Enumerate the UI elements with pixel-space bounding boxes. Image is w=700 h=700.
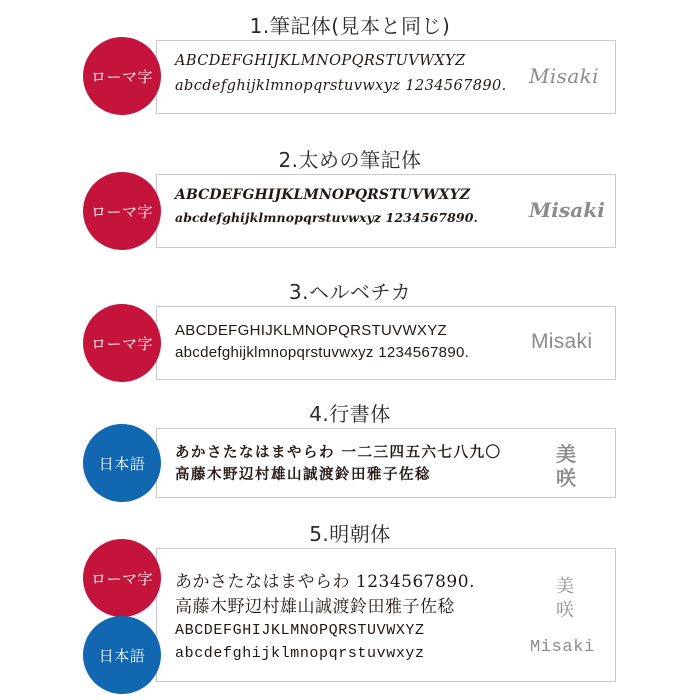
- uppercase-sample: ABCDEFGHIJKLMNOPQRSTUVWXYZ: [175, 322, 447, 339]
- section-title-gyosho: 4.行書体: [309, 402, 391, 426]
- section-title-cursive: 1.筆記体(見本と同じ): [249, 14, 451, 38]
- name-sample: Misaki: [531, 330, 593, 353]
- uppercase-sample: ABCDEFGHIJKLMNOPQRSTUVWXYZ: [175, 187, 471, 203]
- section-title-mincho: 5.明朝体: [309, 522, 391, 546]
- uppercase-sample: ABCDEFGHIJKLMNOPQRSTUVWXYZ: [175, 53, 466, 69]
- lowercase-sample: abcdefghijklmnopqrstuvwxyz: [175, 645, 425, 662]
- name-sample-kanji-top: 美: [556, 576, 575, 597]
- kana-numeral-sample: あかさたなはまやらわ 一二三四五六七八九〇: [175, 444, 502, 461]
- name-sample-roman: Misaki: [530, 638, 595, 657]
- romaji-badge: ローマ字: [83, 172, 161, 250]
- romaji-badge: ローマ字: [83, 304, 161, 382]
- name-sample-kanji-top: 美: [556, 442, 578, 466]
- lowercase-digits-sample: abcdefghijklmnopqrstuvwxyz 1234567890.: [175, 78, 507, 94]
- kana-digits-sample: あかさたなはまやらわ 1234567890.: [175, 572, 475, 592]
- name-sample-kanji-bottom: 咲: [556, 600, 575, 621]
- nihongo-badge: 日本語: [83, 616, 161, 694]
- kanji-sample: 高藤木野辺村雄山誠渡鈴田雅子佐稔: [175, 597, 455, 617]
- section-title-bold-cursive: 2.太めの筆記体: [278, 148, 422, 172]
- uppercase-sample: ABCDEFGHIJKLMNOPQRSTUVWXYZ: [175, 622, 425, 639]
- nihongo-badge: 日本語: [83, 424, 161, 502]
- lowercase-digits-sample: abcdefghijklmnopqrstuvwxyz 1234567890.: [175, 344, 470, 361]
- name-sample-kanji-bottom: 咲: [556, 466, 578, 490]
- romaji-badge: ローマ字: [83, 539, 161, 617]
- kanji-sample: 高藤木野辺村雄山誠渡鈴田雅子佐稔: [175, 466, 431, 483]
- name-sample: Misaki: [529, 64, 599, 88]
- name-sample: Misaki: [529, 198, 606, 222]
- section-title-helvetica: 3.ヘルベチカ: [288, 280, 412, 304]
- romaji-badge: ローマ字: [83, 37, 161, 115]
- lowercase-digits-sample: abcdefghijklmnopqrstuvwxyz 1234567890.: [175, 210, 478, 225]
